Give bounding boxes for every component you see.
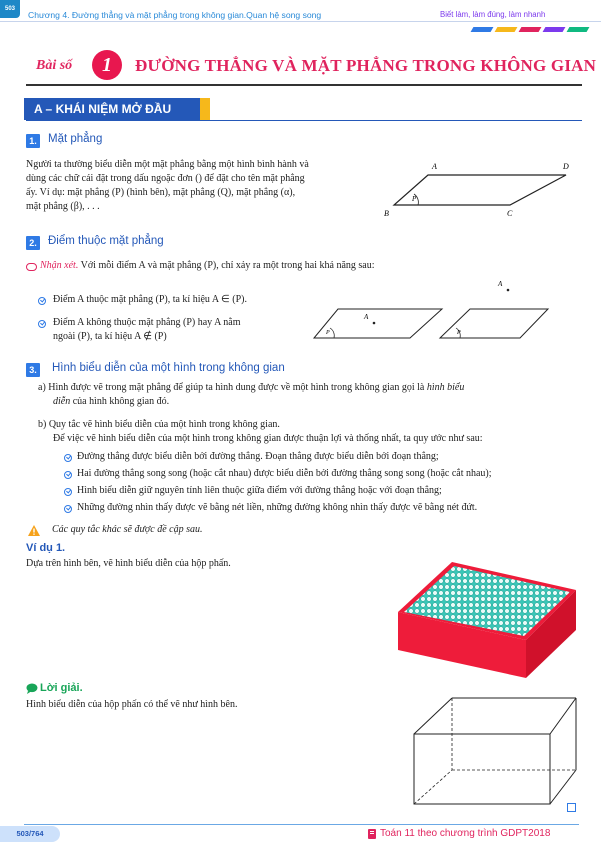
lesson-rule (26, 84, 582, 86)
slogan: Biết làm, làm đúng, làm nhanh (440, 10, 546, 19)
note-label: Nhận xét. (40, 260, 79, 271)
rule-item: Những đường nhìn thấy được vẽ bằng nét liền, những đường không nhìn thấy được vẽ bằng nét đứt. (77, 502, 478, 513)
rule-item: Hình biểu diễn giữ nguyên tính liên thuộc giữa điểm với đường thẳng hoặc với đoạn thẳng; (77, 485, 442, 496)
rule-a-text: của hình không gian đó. (70, 396, 170, 407)
footer-rule (24, 824, 579, 825)
section-title-representation: Hình biểu diễn của một hình trong không gian (52, 362, 285, 374)
edge (550, 698, 576, 734)
section-number: 3. (26, 363, 40, 377)
point-a-inside (373, 322, 376, 325)
section-a-title: A – KHÁI NIỆM MỞ ĐẦU (24, 98, 201, 120)
point-not-in-plane-1: Điểm A không thuộc mặt phẳng (P) hay A nằm (53, 317, 241, 328)
check-icon (38, 297, 46, 305)
example-text: Dựa trên hình bên, vẽ hình biểu diễn của hộp phấn. (26, 558, 231, 569)
parallelogram (394, 175, 566, 205)
rule-item: Đường thẳng được biểu diễn bởi đường thẳng. Đoạn thẳng được biểu diễn bởi đoạn thẳng; (77, 451, 439, 462)
label-p2: P (457, 330, 461, 336)
label-a: A (432, 162, 437, 171)
warning-text: Các quy tắc khác sẽ được đề cập sau. (52, 524, 203, 535)
plane-figure (380, 155, 580, 225)
point-in-plane: Điểm A thuộc mặt phẳng (P), ta kí hiệu A ∈ (P). (53, 294, 247, 305)
rule-a-text: a) Hình được vẽ trong mặt phẳng để giúp ta hình dung được về một hình trong không gian gọi là (38, 382, 427, 393)
note-text: Với mỗi điểm A và mặt phẳng (P), chỉ xảy ra một trong hai khả năng sau: (80, 260, 375, 271)
check-icon (64, 488, 72, 496)
text-line: dùng các chữ cái đặt trong dấu ngoặc đơn () để đặt cho tên mặt phẳng (26, 173, 305, 184)
point-plane-figure (310, 272, 550, 344)
label-a-inside: A (364, 313, 369, 321)
lesson-number: 1 (92, 50, 122, 80)
lesson-label: Bài số (36, 58, 73, 73)
header-color-bar (543, 27, 566, 32)
check-icon (38, 320, 46, 328)
warning-icon (28, 525, 40, 536)
label-a-outside: A (498, 280, 503, 288)
rule-b-intro: Để việc vẽ hình biểu diễn của một hình trong không gian được thuận lợi và thống nhất, ta quy ước như sau: (53, 433, 483, 444)
section-number: 2. (26, 236, 40, 250)
rule-item: Hai đường thẳng song song (hoặc cắt nhau) được biểu diễn bởi đường thẳng song song (hoặc cắt nhau); (77, 468, 492, 479)
chapter-header: Chương 4. Đường thẳng và mặt phẳng trong không gian.Quan hệ song song (28, 10, 322, 20)
note-icon (26, 263, 37, 271)
front-face (414, 734, 550, 804)
label-p1: P (326, 330, 330, 336)
header-color-bar (567, 27, 590, 32)
example-title: Ví dụ 1. (26, 542, 66, 554)
text-line: Người ta thường biểu diễn một mặt phẳng bằng một hình bình hành và (26, 159, 309, 170)
solution-title: Lời giải. (40, 682, 83, 694)
label-p: P (412, 195, 417, 203)
edge (550, 770, 576, 804)
plane-1 (314, 309, 442, 338)
section-a-rule (26, 120, 582, 121)
section-number: 1. (26, 134, 40, 148)
text-line: mặt phẳng (β), . . . (26, 201, 100, 212)
footer-book-title: Toán 11 theo chương trình GDPT2018 (380, 828, 551, 839)
end-of-proof-icon (567, 803, 576, 812)
label-c: C (507, 209, 513, 218)
text-line: ấy. Ví dụ: mặt phẳng (P) (hình bên), mặt phẳng (Q), mặt phẳng (α), (26, 187, 296, 198)
point-a-outside (507, 289, 510, 292)
header-color-bar (519, 27, 542, 32)
check-icon (64, 505, 72, 513)
footer-page-number: 503/764 (0, 826, 60, 842)
lesson-title: ĐƯỜNG THẲNG VÀ MẶT PHẲNG TRONG KHÔNG GIAN (135, 56, 597, 75)
label-b: B (384, 209, 389, 218)
chat-icon (26, 683, 38, 694)
hidden-edge (414, 770, 452, 804)
check-icon (64, 471, 72, 479)
rule-a-term: diễn (53, 396, 71, 407)
header-rule (0, 21, 601, 22)
section-title-plane: Mặt phẳng (48, 133, 103, 145)
section-title-point: Điểm thuộc mặt phẳng (48, 235, 164, 247)
solution-text: Hình biểu diễn của hộp phấn có thể vẽ như hình bên. (26, 699, 238, 710)
page-tab: 503 (0, 0, 20, 18)
edge (414, 698, 452, 734)
rule-a-term: hình biểu (426, 382, 465, 393)
point-not-in-plane-2: ngoài (P), ta kí hiệu A ∉ (P) (53, 331, 167, 342)
section-a-accent (200, 98, 210, 120)
book-icon (368, 829, 376, 839)
chalk-box-image (390, 560, 580, 680)
header-color-bar (495, 27, 518, 32)
check-icon (64, 454, 72, 462)
header-color-bar (471, 27, 494, 32)
box-wireframe-figure (410, 694, 580, 808)
angle-arc (330, 328, 334, 338)
rule-b-title: b) Quy tắc vẽ hình biểu diễn của một hình trong không gian. (38, 419, 280, 430)
label-d: D (563, 162, 569, 171)
